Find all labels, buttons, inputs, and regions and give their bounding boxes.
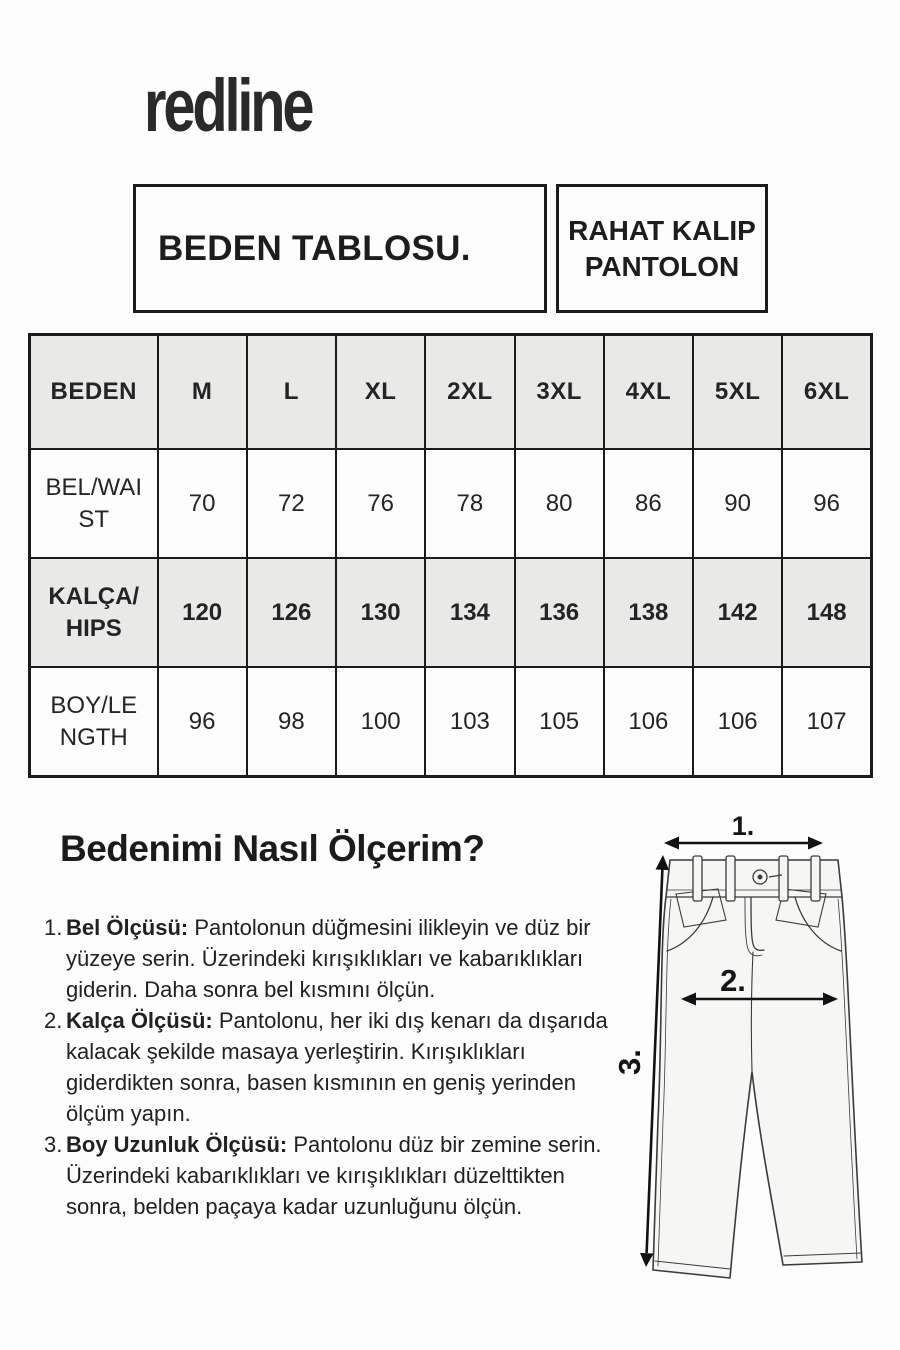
step-text [66, 912, 618, 1005]
step-number: 2. [44, 1008, 63, 1033]
hip-arrow-label: 2. [720, 963, 746, 998]
size-value-cell: 107 [782, 667, 871, 777]
size-value-cell: 78 [425, 449, 514, 558]
size-col-header: XL [336, 335, 425, 450]
size-value-cell: 105 [515, 667, 604, 777]
instruction-step [44, 912, 618, 1005]
size-value-cell: 72 [247, 449, 336, 558]
size-value-cell: 136 [515, 558, 604, 667]
row-label-line: BEL/WAI [45, 473, 142, 501]
row-label [30, 449, 158, 558]
row-label [30, 667, 158, 777]
size-value-cell: 134 [425, 558, 514, 667]
fit-type-line1: RAHAT KALIP [568, 214, 756, 246]
size-value-cell: 86 [604, 449, 693, 558]
size-value-cell: 142 [693, 558, 782, 667]
waist-arrow-label: 1. [731, 811, 755, 841]
size-col-header: 5XL [693, 335, 782, 450]
size-value-cell: 76 [336, 449, 425, 558]
row-label-line: HIPS [65, 614, 122, 642]
size-value-cell: 96 [782, 449, 871, 558]
size-table-row [30, 449, 872, 558]
instruction-step [44, 1129, 618, 1222]
size-value-cell: 138 [604, 558, 693, 667]
size-value-cell: 96 [158, 667, 247, 777]
instruction-step [44, 1005, 618, 1129]
size-value-cell: 100 [336, 667, 425, 777]
measure-heading: Bedenimi Nasıl Ölçerim? [60, 828, 485, 869]
size-table-row [30, 667, 872, 777]
size-value-cell: 90 [693, 449, 782, 558]
size-table-header-row [30, 335, 872, 450]
step-lead: Bel Ölçüsü: [66, 915, 189, 940]
row-label-line: BOY/LE [50, 691, 138, 719]
brand-logo: redline [144, 64, 312, 147]
size-table-row [30, 558, 872, 667]
row-label-line: NGTH [59, 723, 128, 751]
step-text [66, 1005, 618, 1129]
row-label-line: KALÇA/ [48, 582, 140, 610]
size-col-header: 2XL [425, 335, 514, 450]
row-label-line: ST [78, 505, 110, 533]
size-chart-title-box [133, 184, 547, 313]
size-value-cell: 106 [604, 667, 693, 777]
row-label [30, 558, 158, 667]
size-value-cell: 98 [247, 667, 336, 777]
size-value-cell: 148 [782, 558, 871, 667]
length-arrow-label: 3. [612, 1049, 647, 1075]
step-body-text: Pantolonu düz bir zemine serin. Üzerindeki kabarıklıkları ve kırışıklıkları düzelttikten sonra, belden paçaya kadar uzunluğunu ölçün. [66, 1132, 602, 1219]
size-col-header: 3XL [515, 335, 604, 450]
pants-diagram [600, 800, 900, 1350]
step-lead: Boy Uzunluk Ölçüsü: [66, 1132, 288, 1157]
size-value-cell: 106 [693, 667, 782, 777]
size-value-cell: 120 [158, 558, 247, 667]
step-number: 3. [44, 1132, 63, 1157]
step-body-text: Pantolonun düğmesini ilikleyin ve düz bir yüzeye serin. Üzerindeki kırışıklıkları ve kabarıklıkları giderin. Daha sonra bel kısmını ölçün. [66, 915, 591, 1002]
size-chart-title: BEDEN TABLOSU. [158, 228, 471, 268]
instructions-list [44, 912, 618, 1222]
size-value-cell: 103 [425, 667, 514, 777]
size-value-cell: 126 [247, 558, 336, 667]
size-col-header: BEDEN [30, 335, 158, 450]
step-number: 1. [44, 915, 63, 940]
size-col-header: 6XL [782, 335, 871, 450]
step-lead: Kalça Ölçüsü: [66, 1008, 213, 1033]
size-col-header: L [247, 335, 336, 450]
step-body-text: Pantolonu, her iki dış kenarı da dışarıda kalacak şekilde masaya yerleştirin. Kırışıklıkları giderdikten sonra, basen kısmının en geniş yerinden ölçüm yapın. [66, 1008, 608, 1126]
size-value-cell: 70 [158, 449, 247, 558]
size-value-cell: 80 [515, 449, 604, 558]
pants-outline [653, 860, 862, 1278]
step-text [66, 1129, 618, 1222]
size-col-header: M [158, 335, 247, 450]
size-table [28, 333, 873, 778]
fit-type-line2: PANTOLON [584, 250, 740, 282]
size-value-cell: 130 [336, 558, 425, 667]
fit-type-box [556, 184, 768, 313]
size-col-header: 4XL [604, 335, 693, 450]
